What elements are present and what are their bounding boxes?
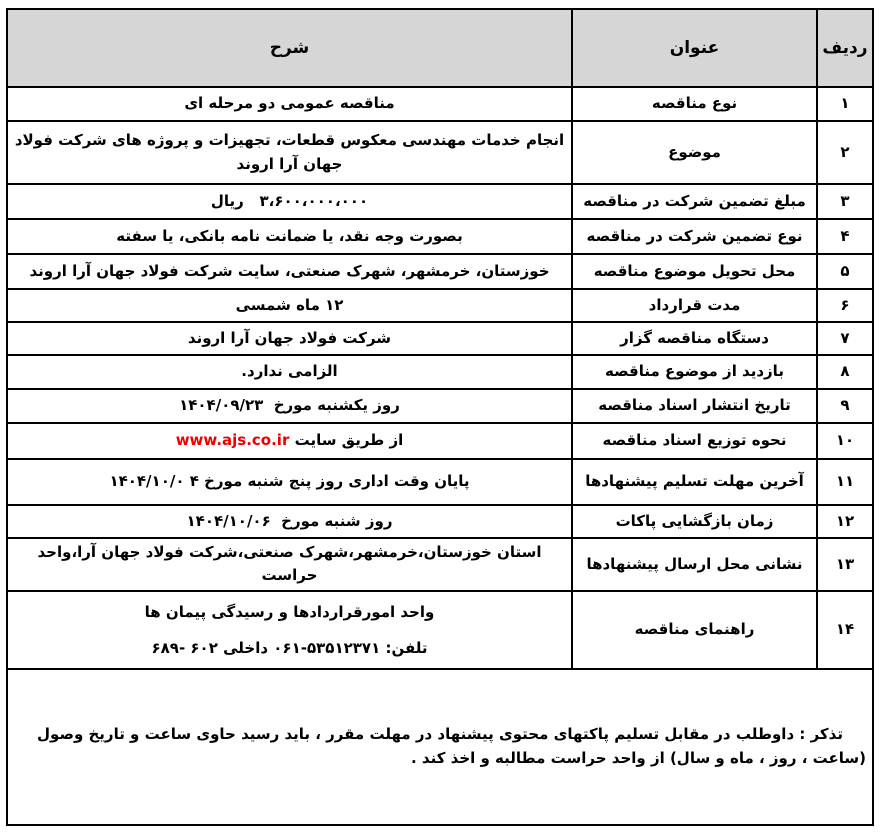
row-number: ۲ (817, 121, 873, 184)
row-number: ۸ (817, 355, 873, 389)
row-desc: پایان وقت اداری روز پنج شنبه مورخ ۴ ۱۴۰۴/۱۰/۰ (7, 459, 572, 505)
row-title: زمان بازگشایی پاکات (572, 505, 817, 538)
row-number: ۱۲ (817, 505, 873, 538)
table-row (7, 87, 873, 121)
row-title: موضوع (572, 121, 817, 184)
note-label: تذکر : (794, 725, 843, 744)
table-row (7, 322, 873, 355)
row-desc (7, 423, 572, 459)
row-desc: ۳،۶۰۰،۰۰۰،۰۰۰ ریال (7, 184, 572, 219)
row-number: ۱۴ (817, 591, 873, 669)
row-number: ۱۰ (817, 423, 873, 459)
row-title: تاریخ انتشار اسناد مناقصه (572, 389, 817, 423)
row-number: ۶ (817, 289, 873, 322)
row-desc: روز شنبه مورخ ۱۴۰۴/۱۰/۰۶ (7, 505, 572, 538)
table-row (7, 423, 873, 459)
row-title: مدت قرارداد (572, 289, 817, 322)
row-desc: شرکت فولاد جهان آرا اروند (7, 322, 572, 355)
header-row-number: ردیف (817, 9, 873, 87)
distribution-method-text: از طریق سایت (289, 431, 404, 450)
row-desc (7, 591, 572, 669)
table-row (7, 505, 873, 538)
phone-line: تلفن: ۵۳۵۱۲۳۷۱-۰۶۱ داخلی ۶۰۲ -۶۸۹ (151, 638, 428, 657)
row-title: راهنمای مناقصه (572, 591, 817, 669)
row-desc: خوزستان، خرمشهر، شهرک صنعتی، سایت شرکت فولاد جهان آرا اروند (7, 254, 572, 289)
row-title: نوع تضمین شرکت در مناقصه (572, 219, 817, 254)
row-number: ۷ (817, 322, 873, 355)
contracts-unit-line: واحد امورقراردادها و رسیدگی پیمان ها (144, 602, 435, 621)
row-title: نحوه توزیع اسناد مناقصه (572, 423, 817, 459)
row-desc: روز یکشنبه مورخ ۱۴۰۴/۰۹/۲۳ (7, 389, 572, 423)
row-number: ۳ (817, 184, 873, 219)
row-desc: مناقصه عمومی دو مرحله ای (7, 87, 572, 121)
row-number: ۱۳ (817, 538, 873, 591)
row-desc-highlighted: انجام خدمات مهندسی معکوس قطعات، تجهیزات و پروژه های شرکت فولاد جهان آرا اروند (7, 121, 572, 184)
row-title: بازدید از موضوع مناقصه (572, 355, 817, 389)
table-header-row (7, 9, 873, 87)
table-row (7, 121, 873, 184)
row-number: ۵ (817, 254, 873, 289)
table-row (7, 389, 873, 423)
row-title: نشانی محل ارسال پیشنهادها (572, 538, 817, 591)
table-row (7, 591, 873, 669)
note-row (7, 669, 873, 825)
table-row (7, 289, 873, 322)
row-desc: بصورت وجه نقد، یا ضمانت نامه بانکی، یا سفته (7, 219, 572, 254)
tender-info-table (6, 8, 874, 826)
row-number: ۴ (817, 219, 873, 254)
table-row (7, 254, 873, 289)
row-number: ۱۱ (817, 459, 873, 505)
row-title: مبلغ تضمین شرکت در مناقصه (572, 184, 817, 219)
row-desc: ۱۲ ماه شمسی (7, 289, 572, 322)
row-title: آخرین مهلت تسلیم پیشنهادها (572, 459, 817, 505)
table-row (7, 219, 873, 254)
table-row (7, 355, 873, 389)
row-title: محل تحویل موضوع مناقصه (572, 254, 817, 289)
row-desc: الزامی ندارد. (7, 355, 572, 389)
table-row (7, 184, 873, 219)
row-number: ۹ (817, 389, 873, 423)
row-number: ۱ (817, 87, 873, 121)
table-row (7, 538, 873, 591)
row-desc: استان خوزستان،خرمشهر،شهرک صنعتی،شرکت فولاد جهان آرا،واحد حراست (7, 538, 572, 591)
header-title: عنوان (572, 9, 817, 87)
table-row (7, 459, 873, 505)
row-title: نوع مناقصه (572, 87, 817, 121)
row-title: دستگاه مناقصه گزار (572, 322, 817, 355)
note-text: داوطلب در مقابل تسلیم پاکتهای محتوی پیشنهاد در مهلت مقرر ، باید رسید حاوی ساعت و تاریخ وصول (ساعت ، روز ، ماه و سال) از واحد حراست مطالبه و اخذ کند . (37, 725, 866, 767)
website-link[interactable]: www.ajs.co.ir (175, 431, 290, 450)
note-cell (7, 669, 873, 825)
header-description: شرح (7, 9, 572, 87)
